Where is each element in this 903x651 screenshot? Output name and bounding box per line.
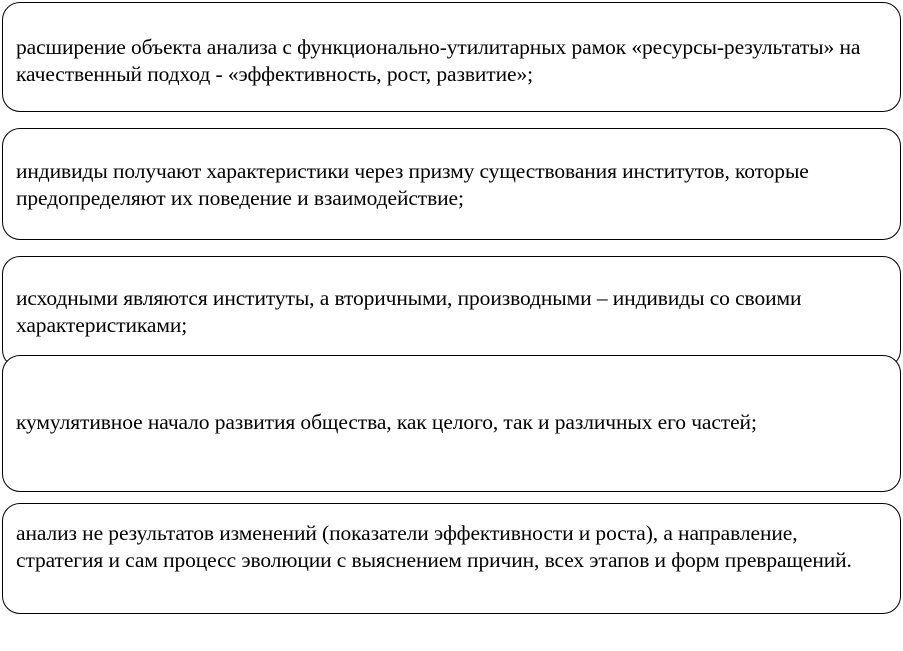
statement-text-1: расширение объекта анализа с функционально-утилитарных рамок «ресурсы-результаты» на качественный подход - «эффективность, рост, развитие»; (16, 35, 861, 86)
statement-box-3 (2, 256, 901, 368)
statement-box-5 (2, 503, 901, 614)
statement-text-4: кумулятивное начало развития общества, как целого, так и различных его частей; (16, 410, 757, 434)
statement-box-4 (2, 355, 901, 492)
statement-text-5: анализ не результатов изменений (показатели эффективности и роста), а направление, стратегия и сам процесс эволюции с выяснением причин, всех этапов и форм превращений. (16, 521, 852, 572)
statement-box-1 (2, 2, 901, 112)
statement-box-2 (2, 128, 901, 240)
statement-text-2: индивиды получают характеристики через призму существования институтов, которые предопределяют их поведение и взаимодействие; (16, 159, 809, 210)
statement-text-3: исходными являются институты, а вторичными, производными – индивиды со своими характеристиками; (16, 286, 802, 337)
